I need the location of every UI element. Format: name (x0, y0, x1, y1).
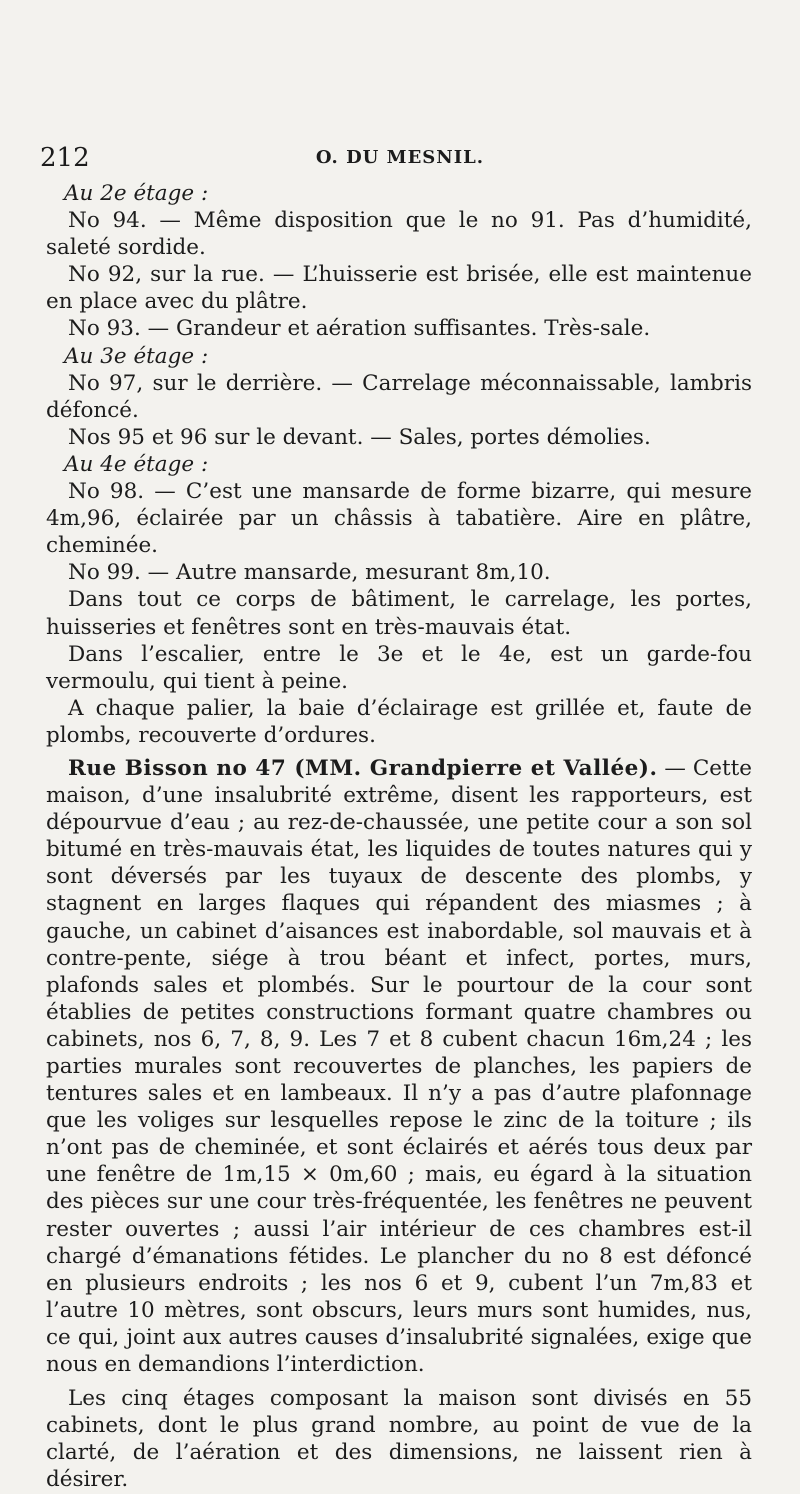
room-entry: Nos 95 et 96 sur le devant. — Sales, portes démolies. (68, 424, 651, 450)
street-heading: Rue Bisson no 47 (MM. Grandpierre et Vallée). (68, 755, 658, 781)
room-entry: No 97, sur le derrière. — Carrelage méconnaissable, lambris défoncé. (46, 370, 752, 423)
floor-heading: Au 2e étage : (64, 181, 209, 206)
floor-heading: Au 3e étage : (64, 343, 209, 369)
room-entry: No 94. — Même disposition que le no 91. Pas d’humidité, saleté sordide. (46, 208, 752, 261)
room-entry: No 99. — Autre mansarde, mesurant 8m,10. (68, 560, 551, 586)
paragraph: A chaque palier, la baie d’éclairage est grillée et, faute de plombs, recouverte d’ordures. (46, 695, 752, 748)
running-head: O. DU MESNIL. (315, 147, 485, 168)
rue-bisson-body: — Cette maison, d’une insalubrité extrême, disent les rapporteurs, est dépourvue d’eau ; au rez-de-chaussée, une petite cour a son sol bitumé en très-mauvais état, les liquides de toutes natures qui y sont déversés par les tuyaux de descente des plombs, y stagnent en larges flaques qui répandent des miasmes ; à gauche, un cabinet d’aisances est inabordable, sol mauvais et à contre-pente, siége à trou béant et infect, portes, murs, plafonds sales et plombés. Sur le pourtour de la cour sont établies de petites constructions formant quatre chambres ou cabinets, nos 6, 7, 8, 9. Les 7 et 8 cubent chacun 16m,24 ; les parties murales sont recouvertes de planches, les papiers de tentures sales et en lambeaux. Il n’y a pas d’autre plafonnage que les voliges sur lesquelles repose le zinc de la toiture ; ils n’ont pas de cheminée, et sont éclairés et aérés tous deux par une fenêtre de 1m,15 × 0m,60 ; mais, eu égard à la situation des pièces sur une cour très-fréquentée, les fenêtres ne peuvent rester ouvertes ; aussi l’air intérieur de ces chambres est-il chargé d’émanations fétides. Le plancher du no 8 est défoncé en plusieurs endroits ; les nos 6 et 9, cubent l’un 7m,83 et l’autre 10 mètres, sont obscurs, leurs murs sont humides, nus, ce qui, joint aux autres causes d’insalubrité signalées, exige que nous en demandions l’interdiction. (46, 755, 753, 1378)
body-text (46, 180, 752, 1494)
page-number: 212 (40, 143, 90, 173)
paragraph: Dans tout ce corps de bâtiment, le carrelage, les portes, huisseries et fenêtres sont en très-mauvais état. (46, 587, 752, 640)
room-entry: No 98. — C’est une mansarde de forme bizarre, qui mesure 4m,96, éclairée par un châssis à tabatière. Aire en plâtre, cheminée. (46, 479, 752, 559)
room-entry: No 93. — Grandeur et aération suffisantes. Très-sale. (68, 316, 651, 342)
page-header (40, 143, 760, 173)
paragraph: Dans l’escalier, entre le 3e et le 4e, est un garde-fou vermoulu, qui tient à peine. (46, 641, 752, 694)
floor-heading: Au 4e étage : (64, 451, 209, 477)
rue-bisson-paragraph (46, 755, 752, 1378)
closing-paragraph: Les cinq étages composant la maison sont divisés en 55 cabinets, dont le plus grand nombre, au point de vue de la clarté, de l’aération et des dimensions, ne laissent rien à désirer. (46, 1386, 752, 1493)
room-entry: No 92, sur la rue. — L’huisserie est brisée, elle est maintenue en place avec du plâtre. (46, 262, 752, 315)
